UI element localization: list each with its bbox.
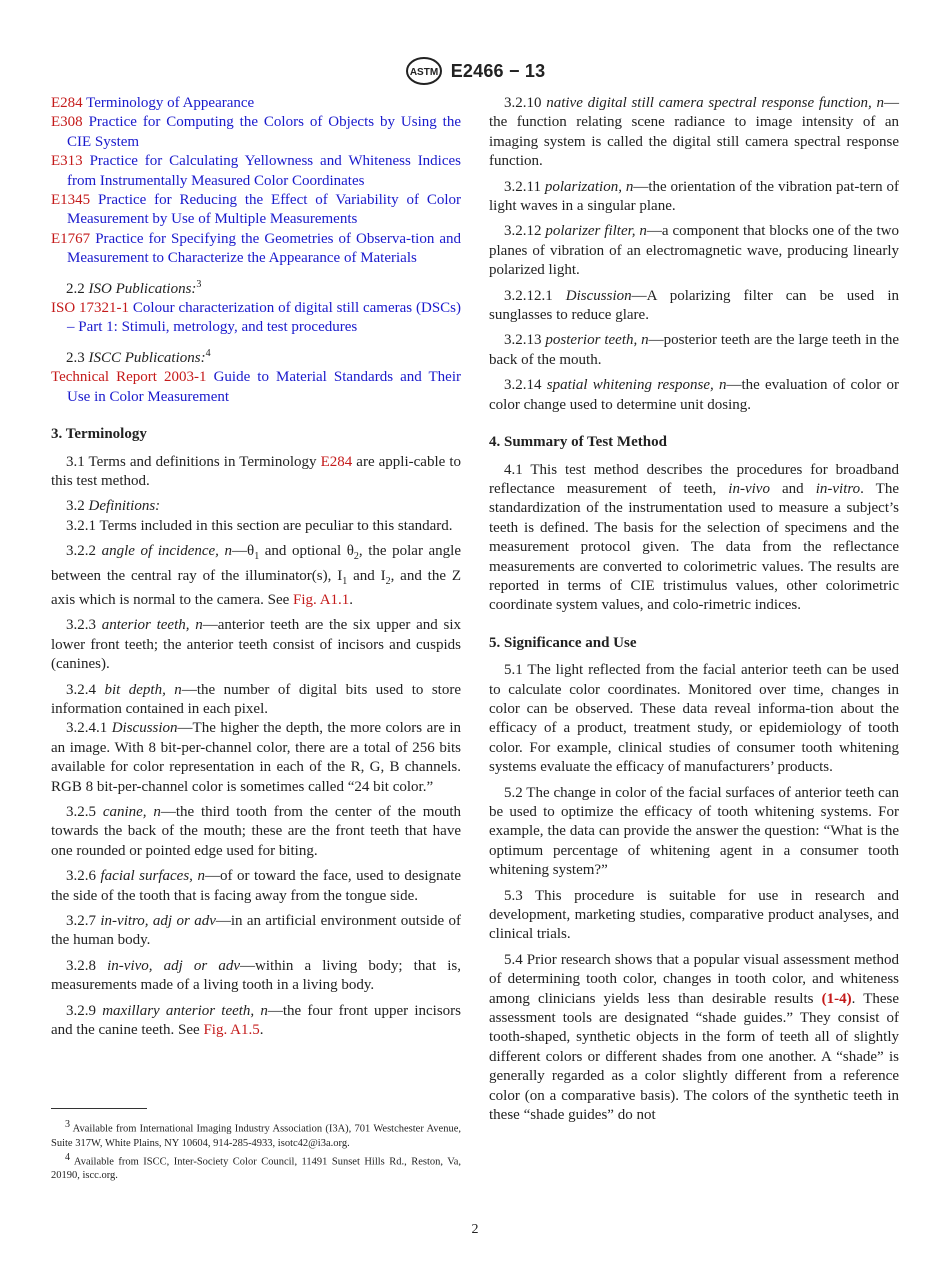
heading-terminology: 3. Terminology [51, 426, 147, 443]
ref-e313 [51, 152, 461, 191]
section-2-2: 2.2 ISO Publications:$^3$ [66, 278, 202, 297]
ref-e284 [51, 94, 461, 113]
ref-code[interactable]: E284 [51, 95, 83, 111]
ref-e308 [51, 113, 461, 152]
designation: E2466 − 13 [450, 60, 546, 81]
heading-summary: 4. Summary of Test Method [489, 434, 667, 451]
ref-iscc [51, 368, 461, 407]
astm-logo-icon [405, 56, 443, 86]
para-3-2-13: 3.2.13 posterior teeth, n—posterior teeth are the large teeth in the back of the mouth. [489, 332, 900, 368]
page-header [0, 56, 950, 86]
ref-code[interactable]: Technical Report 2003-1 [51, 369, 207, 386]
right-column [489, 94, 899, 1132]
heading-significance: 5. Significance and Use [489, 634, 637, 651]
para-4-1: 4.1 This test method describes the procedures for broadband reflectance measurement of teeth, in-vivo and in-vitro. The standardization of the instrumentation used to measure a subject’s teeth is defined. The basis for the selection of specimens and the measurement protocol given. The data from the reflectance measurements are converted to colorimetric values. The results are reported in terms of CIE tristimulus values, other colorimetric coordinate system values, and colo-rimetric indices. [489, 461, 899, 614]
link-fig-a1-1[interactable]: Fig. A1.1 [293, 591, 350, 608]
ref-title[interactable]: Practice for Reducing the Effect of Variability of Color Measurement by Use of Multiple Measurements [67, 192, 461, 228]
ref-title[interactable]: Terminology of Appearance [86, 95, 255, 111]
para-5-3: 5.3 This procedure is suitable for use in research and development, marketing studies, comparative product analyses, and clinical trials. [489, 887, 899, 943]
para-3-2: 3.2 Definitions: [66, 498, 161, 515]
para-3-2-12: 3.2.12 polarizer filter, n—a component that blocks one of the two planes of vibration of an electromagnetic wave, producing linearly polarized light. [489, 223, 899, 279]
ref-code[interactable]: E1345 [51, 192, 91, 209]
para-5-4: 5.4 Prior research shows that a popular visual assessment method of determining tooth color, changes in tooth color, and whiteness among clinicians yields less than desirable results (1-4). These assessment tools are designated “shade guides.” They consist of tooth-shaped, synthetic objects in the form of teeth all of slightly different colors or different shades from one another. A “shade” is generally regarded as a color slightly different from a reference color (on a comparative basis). The colors of the synthetic teeth in these “shade guides” do not [489, 951, 900, 1124]
section-2-3: 2.3 ISCC Publications:$^4$ [66, 347, 211, 366]
ref-e1345 [51, 191, 461, 230]
para-3-2-3: 3.2.3 anterior teeth, n—anterior teeth are the six upper and six lower front teeth; the anterior teeth consist of incisors and cuspids (canines). [51, 617, 462, 673]
para-3-2-12-1: 3.2.12.1 Discussion—A polarizing filter can be used in sunglasses to reduce glare. [489, 287, 899, 324]
para-3-2-4-1: 3.2.4.1 Discussion—The higher the depth, the more colors are in an image. With 8 bit-per-channel color, there are a total of 256 bits available for color representation in each of the R, G, B channels. RGB 8 bit-per-channel color is sometimes called “24 bit color.” [51, 720, 461, 795]
link-e284[interactable]: E284 [320, 453, 353, 470]
para-3-2-4: 3.2.4 bit depth, n—the number of digital bits used to store information contained in each pixel. [51, 681, 461, 717]
link-refs-1-4[interactable]: 1-4 [826, 990, 847, 1007]
left-column [51, 94, 461, 1046]
para-3-2-1: 3.2.1 Terms included in this section are peculiar to this standard. [66, 517, 453, 534]
link-fig-a1-5[interactable]: Fig. A1.5 [203, 1022, 260, 1039]
para-3-2-2: 3.2.2 angle of incidence, $n—\theta_1$ and optional $\theta_2$, the polar angle between the central ray of the illuminator(s), $I_1$ and $I_2$, and the Z axis which is normal to the camera. See Fig. A1.1. [51, 543, 461, 608]
ref-title[interactable]: Colour characterization of digital still cameras (DSCs) – Part 1: Stimuli, metrology, and test procedures [67, 300, 461, 336]
para-3-2-7: 3.2.7 in-vitro, adj or adv—in an artificial environment outside of the human body. [51, 913, 461, 949]
para-3-1: 3.1 Terms and definitions in Terminology E284 are appli-cable to this test method. [51, 453, 461, 489]
footnotes [51, 1118, 461, 1183]
page-number: 2 [471, 1222, 479, 1237]
ref-code[interactable]: E1767 [51, 230, 91, 247]
footnote-rule [51, 1108, 147, 1109]
para-3-2-9: 3.2.9 maxillary anterior teeth, n—the four front upper incisors and the canine teeth. See Fig. A1.5. [51, 1002, 461, 1039]
footnote-4: $^4$ Available from ISCC, Inter-Society Color Council, 11491 Sunset Hills Rd., Reston, Va, 20190, iscc.org. [51, 1151, 461, 1181]
para-5-2: 5.2 The change in color of the facial surfaces of anterior teeth can be used to optimize the efficacy of tooth whitening systems. For example, the data can provide the answer the question: “What is the optimum percentage of whitening agent in a consumer tooth whitening system?” [489, 784, 899, 879]
ref-iso [51, 299, 461, 338]
ref-title[interactable]: Practice for Calculating Yellowness and Whiteness Indices from Instrumentally Measured Color Coordinates [67, 153, 462, 189]
para-3-2-11: 3.2.11 polarization, n—the orientation of the vibration pat-tern of light waves in a singular plane. [489, 178, 900, 215]
footnote-3: $^3$ Available from International Imaging Industry Association (I3A), 701 Westchester Avenue, Suite 317W, White Plains, NY 10604, 914-285-4933, isotc42@i3a.org. [51, 1119, 461, 1149]
logo-text: ASTM [409, 67, 438, 78]
ref-title[interactable]: Practice for Specifying the Geometries of Observa-tion and Measurement to Characterize the Appearance of Materials [67, 230, 461, 267]
para-3-2-8: 3.2.8 in-vivo, adj or adv—within a living body; that is, measurements made of a living tooth in a living body. [51, 957, 462, 994]
ref-code[interactable]: E313 [51, 153, 83, 170]
para-3-2-5: 3.2.5 canine, n—the third tooth from the center of the mouth towards the back of the mouth; these are the front teeth that have one rounded or pointed edge used for biting. [51, 804, 462, 859]
para-3-2-14: 3.2.14 spatial whitening response, n—the evaluation of color or color change used to determine unit dosing. [489, 377, 899, 413]
para-3-2-6: 3.2.6 facial surfaces, n—of or toward the face, used to designate the side of the tooth that is facing away from the tongue side. [51, 868, 462, 904]
para-3-2-10: 3.2.10 native digital still camera spectral response function, n—the function relating scene radiance to image intensity of an imaging system is called the digital still camera spectral response function. [489, 95, 900, 170]
ref-e1767 [51, 230, 461, 269]
ref-title[interactable]: Practice for Computing the Colors of Objects by Using the CIE System [67, 114, 461, 150]
ref-title[interactable]: Guide to Material Standards and Their Use in Color Measurement [67, 369, 462, 405]
ref-code[interactable]: ISO 17321-1 [51, 300, 130, 317]
para-5-1: 5.1 The light reflected from the facial anterior teeth can be used to calculate color coordinates. Monitored over time, changes in color can be observed. These data reveal informa-tion about the efficacy of a product, treatment study, or epidemiology of tooth color. For example, clinical studies of consumer tooth whitening systems evaluate the efficacy of manufacturers’ products. [489, 662, 899, 776]
ref-code[interactable]: E308 [51, 114, 83, 131]
